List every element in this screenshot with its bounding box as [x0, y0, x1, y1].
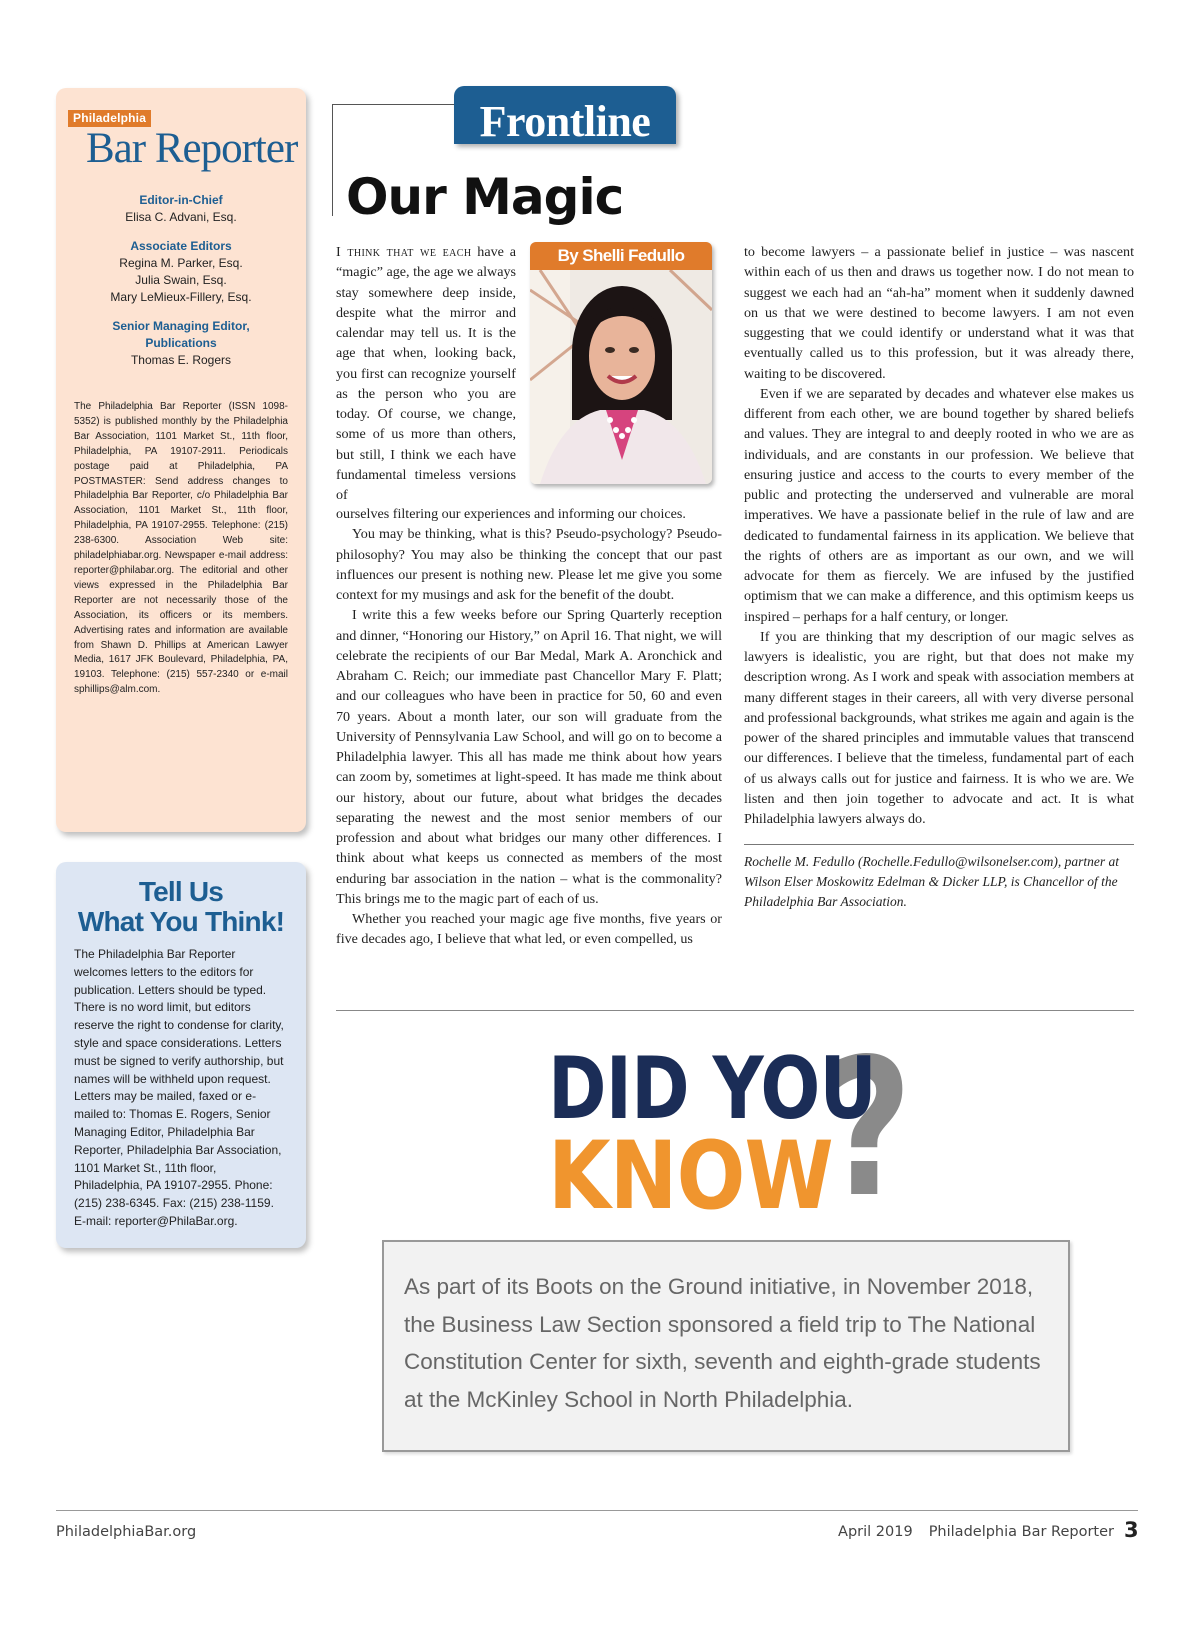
- question-mark-graphic: ?: [826, 1018, 912, 1239]
- article-lead-in: I think that we each: [336, 244, 472, 260]
- article-paragraph: I write this a few weeks before our Spring Quarterly reception and dinner, “Honoring our History,” on April 16. That night, we will celebrate the recipients of our Bar Medal, Mark A. Aronchick and Abraham C. Reich; our immediate past Chancellor Mary F. Platt; and our colleagues who have been in practice for 50, 60 and even 70 years. About a month later, our son will graduate from the University of Pennsylvania Law School, and will go on to become a Philadelphia lawyer. This all has made me think about how years can zoom by, sometimes at light-speed. It has made me think about our history, about our future, about what bridges the decades separating the newest and the most senior members of our profession and about what bridges our many other differences. I think about what keeps us connected as members of the most enduring bar association in the nation – what is the commonality? This brings me to the magic part of each of us.: [336, 607, 722, 907]
- publication-legal-notice: The Philadelphia Bar Reporter (ISSN 1098-5352) is published monthly by the Philadelphia Bar Association, 1101 Market St., 11th floor, Philadelphia, PA 19107-2911. Periodicals postage paid at Philadelphia, PA POSTMASTER: Send address changes to Philadelphia Bar Reporter, c/o Philadelphia Bar Association, 1101 Market St., 11th floor, Philadelphia, PA 19107-2955. Telephone: (215) 238-6300. Association Web site: philadelphiabar.org. Newspaper e-mail address: reporter@philabar.org. The editorial and other views expressed in the Philadelphia Bar Reporter are not necessarily those of the Association, its officers or its members. Advertising rates and information are available from Shawn D. Phillips at American Lawyer Media, 1617 JFK Boulevard, Philadelphia, PA, 19103. Telephone: (215) 557-2340 or e-mail sphillips@alm.com.: [74, 401, 288, 696]
- footer-issue: [838, 1524, 1114, 1540]
- masthead-title: Bar Reporter: [86, 125, 298, 172]
- article-title: Our Magic: [346, 168, 624, 226]
- footer-publication: Philadelphia Bar Reporter: [928, 1524, 1114, 1540]
- letters-body: The Philadelphia Bar Reporter welcomes letters to the editors for publication. Letters should be typed. There is no word limit, but editors reserve the right to condense for clarity, style and space considerations. Letters must be signed to verify authorship, but names will be withheld upon request. Letters may be mailed, faxed or e-mailed to: Thomas E. Rogers, Senior Managing Editor, Philadelphia Bar Reporter, Philadelphia Bar Association, 1101 Market St., 11th floor, Philadelphia, PA 19107-2955. Phone: (215) 238-6345. Fax: (215) 238-1159. E-mail: reporter@PhilaBar.org.: [74, 947, 284, 1228]
- letters-heading-2: What You Think!: [77, 906, 285, 937]
- associate-editor-name: Regina M. Parker, Esq.: [119, 256, 243, 270]
- section-tab: Frontline: [454, 86, 676, 144]
- associate-editors-label: Associate Editors: [130, 239, 232, 253]
- article-column-1-bottom: [336, 504, 722, 950]
- footer-website: PhiladelphiaBar.org: [56, 1524, 197, 1540]
- page-number: 3: [1124, 1518, 1139, 1542]
- letters-heading: Tell Us: [138, 876, 224, 907]
- article-column-2: [744, 242, 1134, 829]
- masthead-city-tag: Philadelphia: [68, 110, 151, 127]
- article-paragraph: have a “magic” age, the age we always stay somewhere deep inside, despite what the mirror and calendar may tell us. It is the age that when, looking back, you first can recognize yourself as the person who you are today. Of course, we change, some of us more than others, but still, I think we each have fundamental timeless versions of: [336, 244, 516, 503]
- byline: By Shelli Fedullo: [530, 242, 712, 270]
- author-bio: Rochelle M. Fedullo (Rochelle.Fedullo@wilsonelser.com), partner at Wilson Elser Moskowitz Edelman & Dicker LLP, is Chancellor of the Philadelphia Bar Association.: [744, 854, 1119, 910]
- did-you-know-text: As part of its Boots on the Ground initiative, in November 2018, the Business Law Section sponsored a field trip to The National Constitution Center for sixth, seventh and eighth-grade students at the McKinley School in North Philadelphia.: [404, 1274, 1041, 1412]
- footer-date: April 2019: [838, 1524, 913, 1540]
- divider: [336, 1010, 1134, 1011]
- header-frame-line: [332, 104, 333, 216]
- associate-editor-name: Mary LeMieux-Fillery, Esq.: [110, 290, 252, 304]
- article-paragraph: to become lawyers – a passionate belief in justice – was nascent within each of us then and draws us together now. I do not mean to suggest we each had an “ah-ha” moment when it suddenly dawned on us that we were destined to become lawyers. I am not even suggesting that we could identify or understand what it was that eventually called us to this profession, but it was already there, waiting to be discovered.: [744, 244, 1134, 382]
- associate-editor-name: Julia Swain, Esq.: [135, 273, 227, 287]
- header-frame-line: [332, 104, 454, 105]
- article-paragraph: Whether you reached your magic age five months, five years or five decades ago, I believe that what led, or even compelled, us: [336, 911, 722, 948]
- divider: [744, 844, 1134, 845]
- did-you-know-box: [382, 1240, 1070, 1452]
- author-portrait: [530, 270, 712, 484]
- senior-editor-label: Senior Managing Editor,: [112, 319, 250, 333]
- letters-to-editor-box: [56, 862, 306, 1248]
- article-column-1-top: [336, 242, 516, 505]
- masthead-box: [56, 88, 306, 832]
- senior-editor-label-2: Publications: [145, 336, 217, 350]
- article-paragraph: Even if we are separated by decades and whatever else makes us different from each other, we are bound together by shared beliefs and values. They are integral to and deeply rooted in who we are as individuals, and are constants in our profession. We believe that ensuring justice and access to the courts to every member of the public and protecting the underserved and vulnerable are moral imperatives. We have a passionate belief in the rule of law and are dedicated to fundamental fairness in its application. We believe that the rights of others are as important as our own, and we will advocate for them as fiercely. We are infused by the justified optimism that we can make a difference, and this optimism keeps us inspired – perhaps for a half century, or longer.: [744, 385, 1134, 625]
- footer-divider: [56, 1510, 1138, 1511]
- did-you-know-heading: DID YOU: [548, 1039, 876, 1139]
- article-paragraph: If you are thinking that my description of our magic selves as lawyers is idealistic, you are right, but that does not make my description wrong. As I work and speak with association members at many different stages in their careers, all with very diverse personal and professional backgrounds, what strikes me again and again is the power of the shared principles and immutable values that transcend our differences. I believe that the timeless, fundamental part of each of us always calls out for justice and fairness. It is who we are. We listen and then join together to advocate and act. It is what Philadelphia lawyers always do.: [744, 628, 1134, 827]
- senior-editor-name: Thomas E. Rogers: [130, 353, 232, 367]
- article-paragraph: ourselves filtering our experiences and informing our choices.: [336, 506, 686, 522]
- article-paragraph: You may be thinking, what is this? Pseudo-psychology? Pseudo-philosophy? You may also be thinking the concept that our past influences our present is nothing new. Please let me give you some context for my musings and ask for the benefit of the doubt.: [336, 526, 722, 603]
- editor-in-chief-name: Elisa C. Advani, Esq.: [125, 210, 237, 224]
- editor-in-chief-label: Editor-in-Chief: [139, 193, 223, 207]
- author-photo-box: [530, 242, 712, 484]
- did-you-know-heading-2: KNOW: [548, 1122, 833, 1231]
- masthead-credits: [56, 192, 306, 381]
